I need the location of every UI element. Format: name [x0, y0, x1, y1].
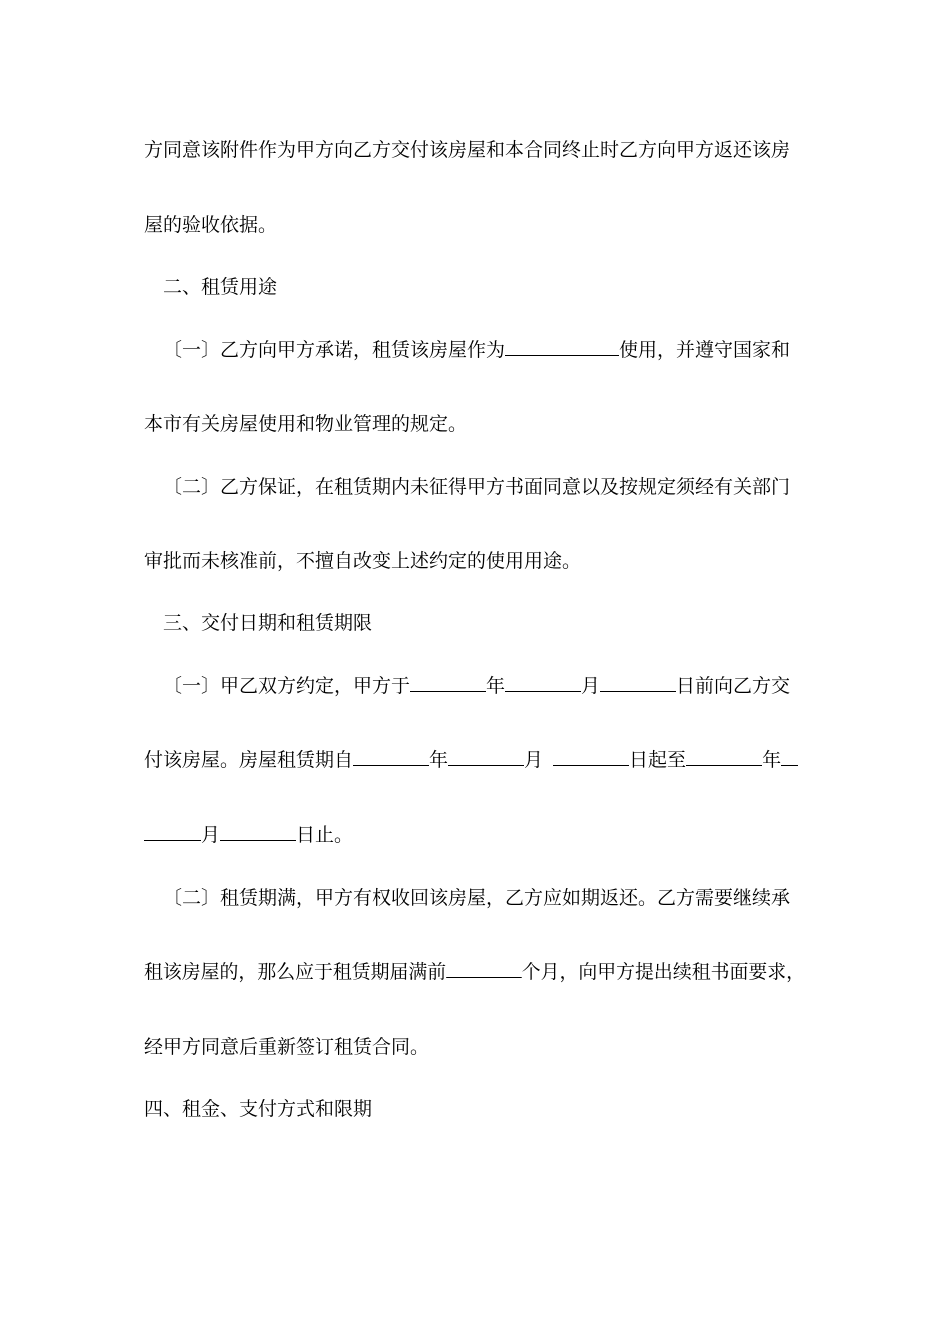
paragraph-line	[144, 747, 798, 773]
fill-in-blank	[553, 747, 629, 766]
fill-in-blank	[505, 673, 581, 692]
fill-in-blank	[446, 959, 522, 978]
text-segment: 年	[486, 675, 506, 697]
section-heading: 三、交付日期和租赁期限	[163, 612, 373, 634]
text-segment: 月	[524, 749, 544, 771]
text-segment: 〔一〕甲乙双方约定，甲方于	[163, 675, 411, 697]
paragraph-line: 〔二〕乙方保证，在租赁期内未征得甲方书面同意以及按规定须经有关部门	[163, 476, 791, 498]
paragraph-line: 经甲方同意后重新签订租赁合同。	[144, 1036, 430, 1058]
paragraph-line: 本市有关房屋使用和物业管理的规定。	[144, 413, 468, 435]
text-segment: 日起至	[629, 749, 687, 771]
text-segment: 日前向乙方交	[676, 675, 791, 697]
fill-in-blank	[505, 337, 619, 356]
fill-in-blank	[448, 747, 524, 766]
text-segment: 〔一〕乙方向甲方承诺，租赁该房屋作为	[163, 339, 506, 361]
fill-in-blank	[781, 747, 798, 766]
paragraph-line: 〔二〕租赁期满，甲方有权收回该房屋，乙方应如期返还。乙方需要继续承	[163, 887, 791, 909]
text-segment: 使用，并遵守国家和	[619, 339, 791, 361]
text-segment: 月	[581, 675, 601, 697]
text-segment: 年	[762, 749, 782, 771]
fill-in-blank	[220, 822, 296, 841]
fill-in-blank	[410, 673, 486, 692]
section-heading: 四、租金、支付方式和限期	[144, 1098, 373, 1120]
paragraph-line: 方同意该附件作为甲方向乙方交付该房屋和本合同终止时乙方向甲方返还该房	[144, 139, 791, 161]
text-segment: 租该房屋的，那么应于租赁期届满前	[144, 961, 447, 983]
text-segment: 付该房屋。房屋租赁期自	[144, 749, 354, 771]
paragraph-line: 屋的验收依据。	[144, 214, 278, 236]
text-segment: 日止。	[296, 824, 354, 846]
paragraph-line	[163, 337, 790, 363]
text-segment: 年	[429, 749, 449, 771]
paragraph-line: 审批而未核准前，不擅自改变上述约定的使用用途。	[144, 550, 582, 572]
fill-in-blank	[600, 673, 676, 692]
paragraph-line	[144, 822, 353, 848]
fill-in-blank	[144, 822, 201, 841]
paragraph-line	[144, 959, 805, 985]
text-segment: 月	[201, 824, 221, 846]
paragraph-line	[163, 673, 790, 699]
section-heading: 二、租赁用途	[163, 276, 278, 298]
text-segment: 个月，向甲方提出续租书面要求，	[521, 961, 806, 983]
fill-in-blank	[686, 747, 762, 766]
fill-in-blank	[353, 747, 429, 766]
